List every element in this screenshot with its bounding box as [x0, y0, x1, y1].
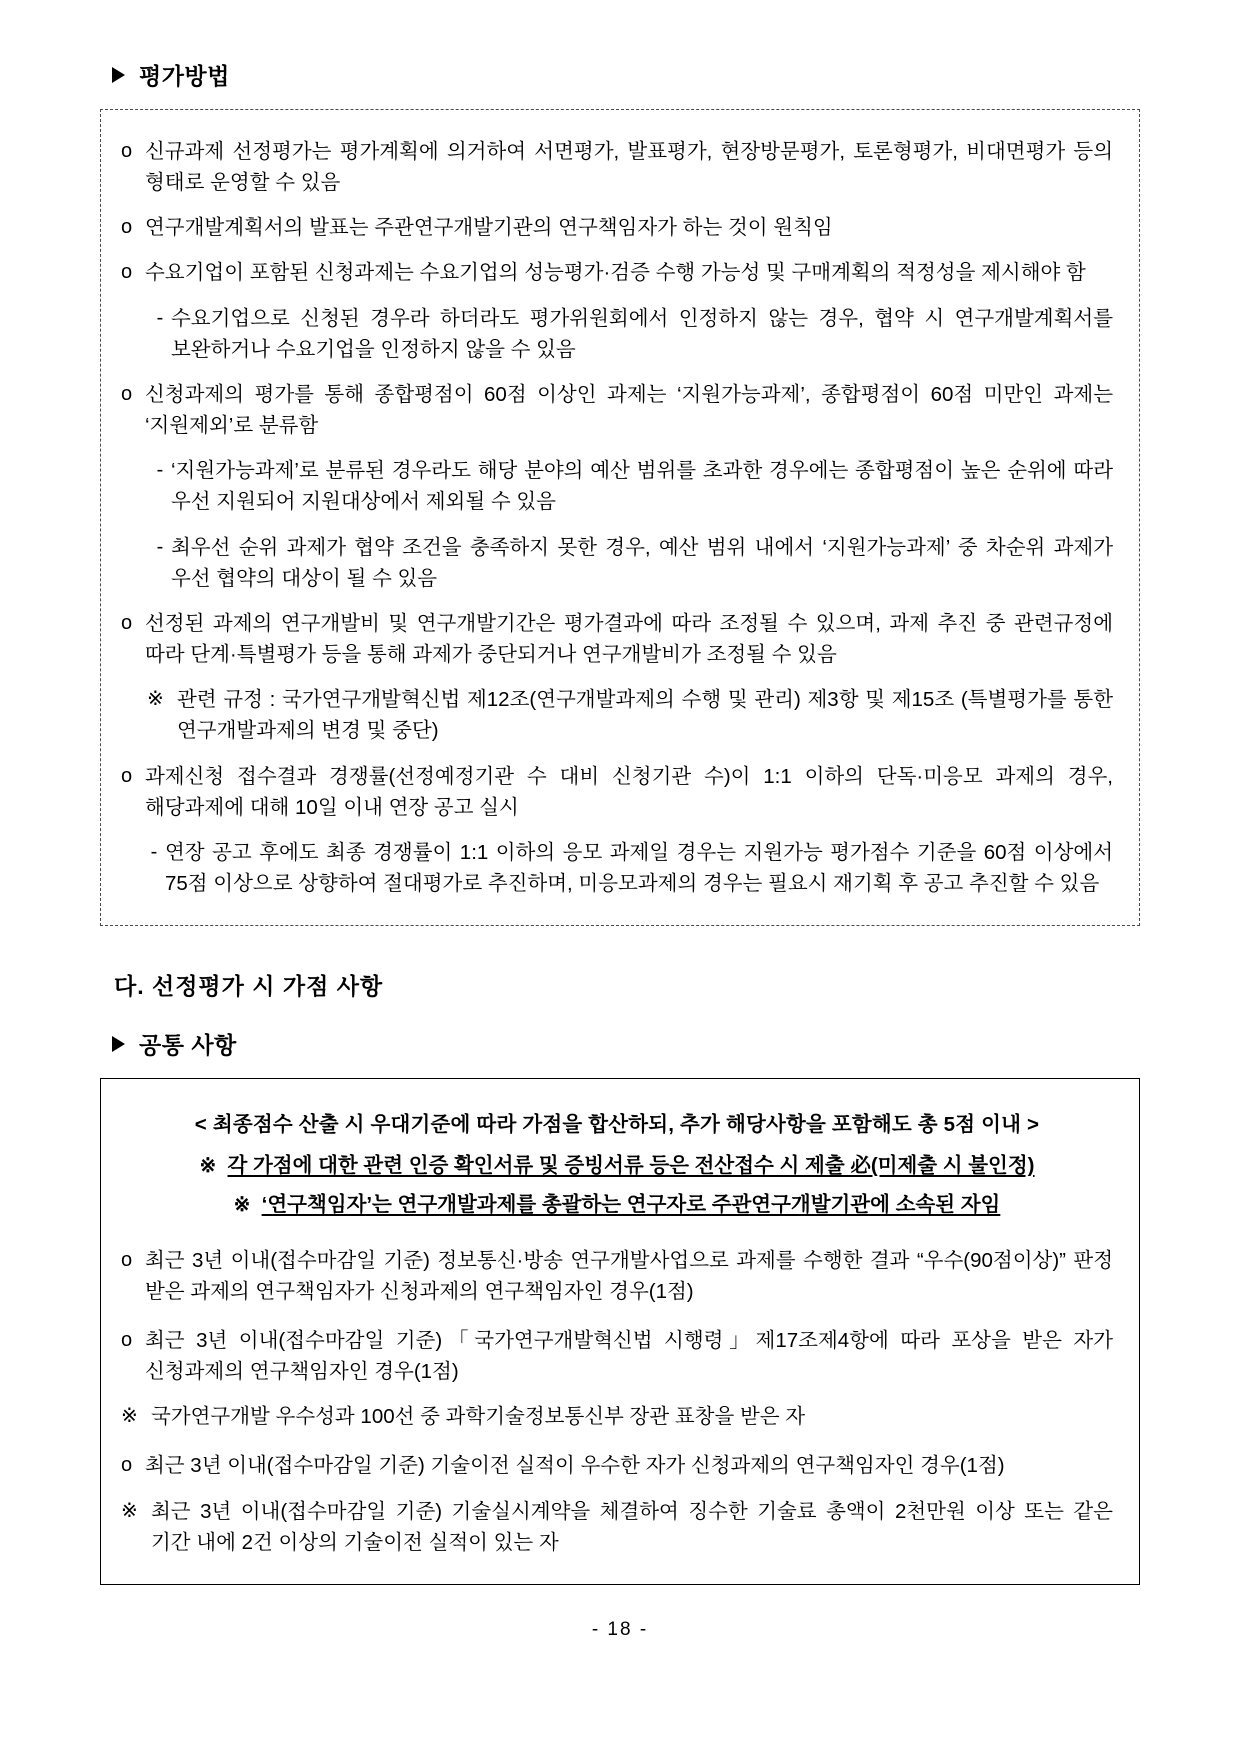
list-item-text: 최근 3년 이내(접수마감일 기준)「국가연구개발혁신법 시행령」제17조제4항에 따라 포상을 받은 자가 신청과제의 연구책임자인 경우(1점)	[145, 1328, 1113, 1384]
bullet-dash-icon: -	[150, 840, 158, 863]
bonus-points-box	[100, 1078, 1140, 1585]
note-item	[147, 684, 1113, 746]
list-item	[121, 1450, 1113, 1481]
reference-mark-icon: ※	[233, 1193, 251, 1216]
section-heading-common-items	[112, 1027, 1140, 1060]
page-number: - 18 -	[591, 1618, 649, 1640]
list-item-text: 최근 3년 이내(접수마감일 기준) 정보통신·방송 연구개발사업으로 과제를 수행한 결과 “우수(90점이상)” 판정 받은 과제의 연구책임자가 신청과제의 연구책임자인 경우(1점)	[145, 1248, 1113, 1303]
list-item	[121, 761, 1113, 823]
bullet-dash-icon: -	[156, 459, 164, 482]
triangle-bullet-icon	[112, 1036, 125, 1052]
list-item	[121, 379, 1113, 441]
list-item-text: 선정된 과제의 연구개발비 및 연구개발기간은 평가결과에 따라 조정될 수 있으며, 과제 추진 중 관련규정에 따라 단계·특별평가 등을 통해 과제가 중단되거나 연구개발비가 조정될 수 있음	[145, 611, 1113, 667]
bullet-o-icon: o	[121, 1248, 133, 1271]
list-item	[149, 303, 1113, 365]
bullet-o-icon: o	[121, 1454, 133, 1477]
note-item-text: 최근 3년 이내(접수마감일 기준) 기술실시계약을 체결하여 징수한 기술료 총액이 2천만원 이상 또는 같은 기간 내에 2건 이상의 기술이전 실적이 있는 자	[151, 1499, 1113, 1554]
list-item	[121, 136, 1113, 198]
bullet-o-icon: o	[121, 140, 133, 162]
note-line-text: 각 가점에 대한 관련 인증 확인서류 및 증빙서류 등은 전산접수 시 제출 必(미제출 시 불인정)	[227, 1154, 1035, 1178]
bullet-dash-icon: -	[156, 306, 164, 329]
list-item-text: 연구개발계획서의 발표는 주관연구개발기관의 연구책임자가 하는 것이 원칙임	[145, 216, 833, 240]
note-item	[121, 1401, 1113, 1432]
bullet-o-icon: o	[121, 611, 133, 634]
reference-mark-icon: ※	[121, 1499, 138, 1522]
list-item	[121, 212, 1113, 243]
list-item	[121, 608, 1113, 670]
list-item	[121, 1245, 1113, 1307]
section-heading-label: 평가방법	[139, 63, 230, 89]
bullet-o-icon: o	[121, 764, 133, 787]
section-heading-evaluation-method	[112, 58, 1140, 91]
section-heading-label: 공통 사항	[139, 1032, 237, 1059]
reference-mark-icon: ※	[199, 1155, 217, 1178]
note-item-text: 국가연구개발 우수성과 100선 중 과학기술정보통신부 장관 표창을 받은 자	[151, 1405, 806, 1429]
box-title: < 최종점수 산출 시 우대기준에 따라 가점을 합산하되, 추가 해당사항을 포함해도 총 5점 이내 >	[194, 1113, 1040, 1137]
list-item-text: 최우선 순위 과제가 협약 조건을 충족하지 못한 경우, 예산 범위 내에서 ‘지원가능과제’ 중 차순위 과제가 우선 협약의 대상이 될 수 있음	[171, 535, 1113, 590]
note-line	[121, 1151, 1113, 1182]
list-item-text: 연장 공고 후에도 최종 경쟁률이 1:1 이하의 응모 과제일 경우는 지원가능 평가점수 기준을 60점 이상에서 75점 이상으로 상향하여 절대평가로 추진하며, 미응모과제의 경우는 필요시 재기획 후 공고 추진할 수 있음	[165, 840, 1113, 895]
list-item	[149, 455, 1113, 517]
list-item-text: 수요기업이 포함된 신청과제는 수요기업의 성능평가·검증 수행 가능성 및 구매계획의 적정성을 제시해야 함	[145, 261, 1086, 285]
bullet-o-icon: o	[121, 216, 133, 239]
bullet-dash-icon: -	[156, 535, 164, 558]
list-item-text: 수요기업으로 신청된 경우라 하더라도 평가위원회에서 인정하지 않는 경우, 협약 시 연구개발계획서를 보완하거나 수요기업을 인정하지 않을 수 있음	[171, 306, 1113, 361]
chapter-title: 다. 선정평가 시 가점 사항	[114, 973, 384, 1000]
list-item	[121, 1325, 1113, 1387]
reference-mark-icon: ※	[147, 688, 164, 711]
note-line	[121, 1190, 1113, 1221]
list-item	[149, 532, 1113, 594]
bullet-o-icon: o	[121, 382, 133, 405]
list-item-text: 최근 3년 이내(접수마감일 기준) 기술이전 실적이 우수한 자가 신청과제의 연구책임자인 경우(1점)	[145, 1454, 1005, 1478]
list-item-text: ‘지원가능과제’로 분류된 경우라도 해당 분야의 예산 범위를 초과한 경우에는 종합평점이 높은 순위에 따라 우선 지원되어 지원대상에서 제외될 수 있음	[171, 459, 1113, 514]
spacer	[121, 1229, 1113, 1245]
note-item	[121, 1496, 1113, 1558]
bullet-o-icon: o	[121, 261, 133, 284]
triangle-bullet-icon	[112, 67, 125, 83]
list-item-text: 신청과제의 평가를 통해 종합평점이 60점 이상인 과제는 ‘지원가능과제’, 종합평점이 60점 미만인 과제는 ‘지원제외’로 분류함	[145, 382, 1113, 438]
note-line-text: ‘연구책임자’는 연구개발과제를 총괄하는 연구자로 주관연구개발기관에 소속된 자임	[261, 1192, 1001, 1216]
list-item	[121, 257, 1113, 288]
note-item-text: 관련 규정 : 국가연구개발혁신법 제12조(연구개발과제의 수행 및 관리) 제3항 및 제15조 (특별평가를 통한 연구개발과제의 변경 및 중단)	[177, 688, 1113, 743]
bullet-o-icon: o	[121, 1328, 133, 1351]
list-item	[143, 837, 1113, 899]
reference-mark-icon: ※	[121, 1405, 138, 1428]
list-item-text: 과제신청 접수결과 경쟁률(선정예정기관 수 대비 신청기관 수)이 1:1 이하의 단독·미응모 과제의 경우, 해당과제에 대해 10일 이내 연장 공고 실시	[145, 764, 1113, 819]
list-item-text: 신규과제 선정평가는 평가계획에 의거하여 서면평가, 발표평가, 현장방문평가, 토론형평가, 비대면평가 등의 형태로 운영할 수 있음	[145, 140, 1113, 195]
evaluation-method-box	[100, 109, 1140, 926]
